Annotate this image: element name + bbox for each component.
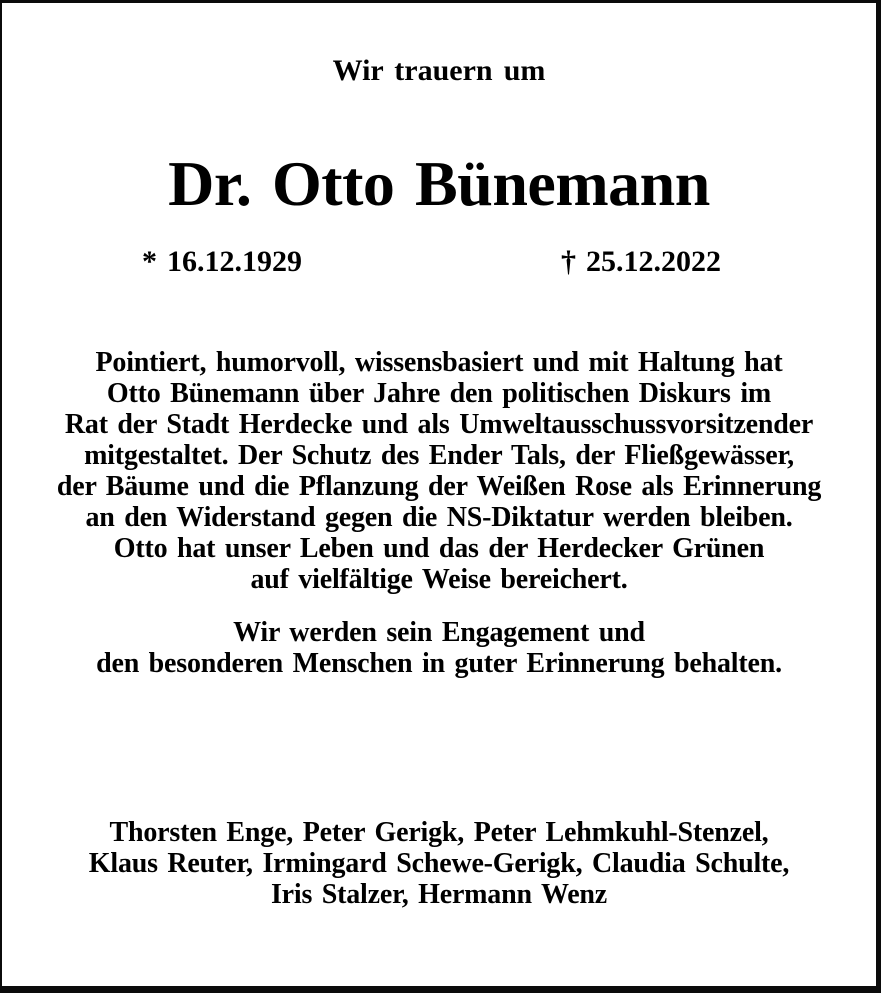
mourners-line: Iris Stalzer, Hermann Wenz xyxy=(270,879,608,910)
mourners-list xyxy=(2,817,876,910)
tribute-line: Otto Bünemann über Jahre den politischen Diskurs im xyxy=(106,378,772,409)
tribute-paragraph xyxy=(2,347,876,595)
intro-text: Wir trauern um xyxy=(332,54,546,87)
death-date: 25.12.2022 xyxy=(586,245,721,278)
obituary-content xyxy=(2,3,876,986)
tribute-line: der Bäume und die Pflanzung der Weißen Rose als Erinnerung xyxy=(56,471,822,502)
deceased-name: Dr. Otto Bünemann xyxy=(168,148,710,219)
tribute-line: Pointiert, humorvoll, wissensbasiert und mit Haltung hat xyxy=(95,347,783,378)
birth-date: 16.12.1929 xyxy=(167,245,302,278)
tribute-line: auf vielfältige Weise bereichert. xyxy=(250,564,628,595)
life-dates xyxy=(2,245,876,279)
dagger-symbol: † xyxy=(561,245,576,278)
closing-line: den besonderen Menschen in guter Erinnerung behalten. xyxy=(96,648,782,679)
closing-line: Wir werden sein Engagement und xyxy=(233,617,645,648)
tribute-line: mitgestaltet. Der Schutz des Ender Tals, der Fließgewässer, xyxy=(84,440,794,471)
mourners-line: Thorsten Enge, Peter Gerigk, Peter Lehmkuhl-Stenzel, xyxy=(109,817,769,848)
tribute-line: Rat der Stadt Herdecke und als Umweltausschussvorsitzender xyxy=(64,409,814,440)
birth-date-group xyxy=(142,245,302,279)
tribute-line: Otto hat unser Leben und das der Herdecker Grünen xyxy=(113,533,765,564)
mourners-line: Klaus Reuter, Irmingard Schewe-Gerigk, Claudia Schulte, xyxy=(88,848,790,879)
closing-paragraph xyxy=(2,617,876,679)
death-date-group xyxy=(561,245,721,279)
tribute-line: an den Widerstand gegen die NS-Diktatur werden bleiben. xyxy=(85,502,793,533)
born-symbol: * xyxy=(142,245,157,278)
